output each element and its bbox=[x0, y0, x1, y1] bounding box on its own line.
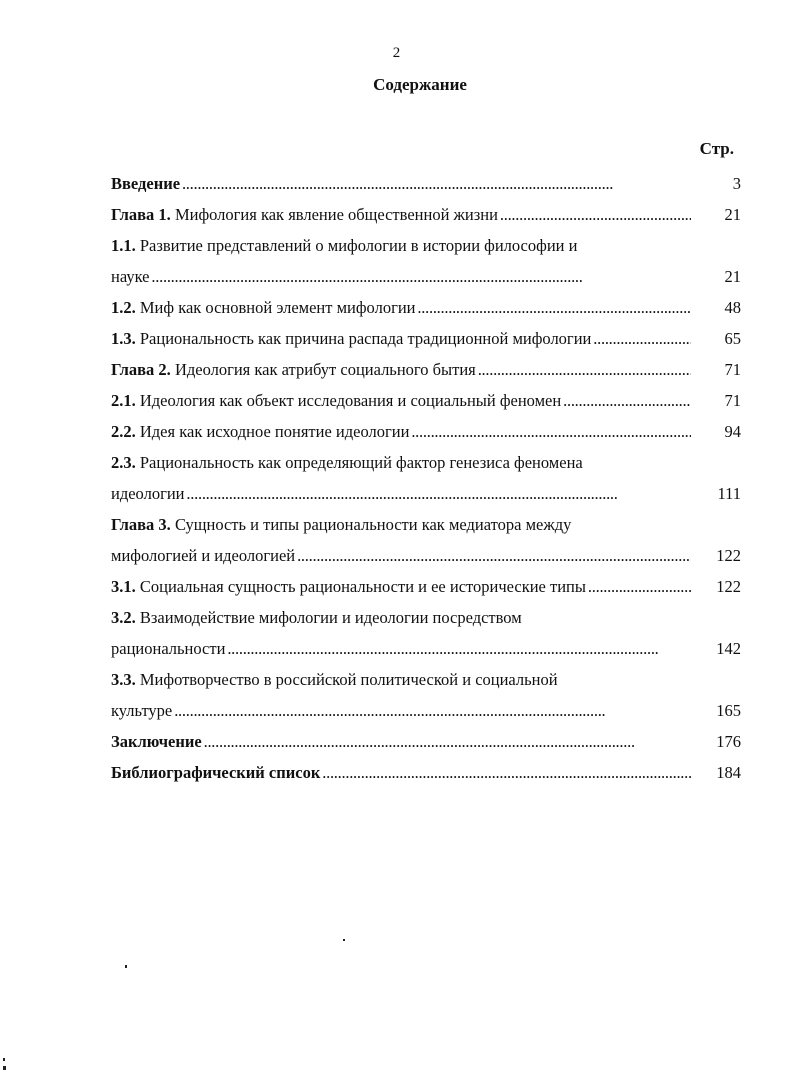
leader-dots bbox=[498, 205, 691, 224]
toc-entry-title-line2: культуре bbox=[111, 701, 173, 720]
toc-entry-title: Идеология как объект исследования и социальный феномен bbox=[139, 391, 562, 410]
toc-entry-number: 2.2. bbox=[111, 422, 136, 441]
toc-entry-title: Миф как основной элемент мифологии bbox=[139, 298, 416, 317]
leader-dots bbox=[320, 763, 691, 782]
toc-entry-number: 2.3. bbox=[111, 453, 136, 472]
leader-dots bbox=[202, 732, 633, 751]
toc-entry-title: Мифология как явление общественной жизни bbox=[174, 205, 498, 224]
toc-entry-number: Глава 3. bbox=[111, 515, 171, 534]
leader-dots bbox=[561, 391, 691, 410]
leader-dots bbox=[586, 577, 691, 596]
leader-dots bbox=[476, 360, 691, 379]
toc-entry-introduction[interactable] bbox=[111, 168, 741, 199]
toc-entry-3-3-line1[interactable] bbox=[111, 664, 741, 695]
toc-entry-title: Заключение bbox=[111, 732, 202, 751]
toc-entry-number: 3.2. bbox=[111, 608, 136, 627]
toc-entry-number: 3.1. bbox=[111, 577, 136, 596]
toc-page-number: 94 bbox=[724, 422, 741, 441]
toc-entry-title-line1: Развитие представлений о мифологии в истории философии и bbox=[139, 236, 578, 255]
scan-speck bbox=[3, 1066, 6, 1070]
toc-page-number: 21 bbox=[724, 205, 741, 224]
scan-speck bbox=[125, 965, 127, 968]
toc-entry-chapter-1[interactable] bbox=[111, 199, 741, 230]
toc-entry-1-1-line2[interactable] bbox=[111, 261, 741, 292]
toc-entry-1-1-line1[interactable] bbox=[111, 230, 741, 261]
scan-speck bbox=[3, 1058, 5, 1061]
toc-entry-title-line2: науке bbox=[111, 267, 150, 286]
toc-entry-1-3[interactable] bbox=[111, 323, 741, 354]
toc-page-number: 71 bbox=[724, 391, 741, 410]
toc-page-number: 3 bbox=[732, 174, 741, 193]
scan-speck bbox=[343, 939, 345, 941]
toc-entry-3-2-line2[interactable] bbox=[111, 633, 741, 664]
toc-entry-number: 2.1. bbox=[111, 391, 136, 410]
leader-dots bbox=[172, 701, 603, 720]
page-column-header: Стр. bbox=[699, 139, 734, 158]
toc-page-number: 111 bbox=[717, 484, 741, 503]
toc-entry-title-line2: рациональности bbox=[111, 639, 226, 658]
toc-page-number: 184 bbox=[716, 763, 741, 782]
table-of-contents bbox=[111, 168, 741, 788]
toc-page-number: 65 bbox=[724, 329, 741, 348]
toc-entry-number: 1.3. bbox=[111, 329, 136, 348]
toc-entry-number: 1.1. bbox=[111, 236, 136, 255]
toc-entry-title: Идея как исходное понятие идеологии bbox=[139, 422, 410, 441]
toc-entry-3-1[interactable] bbox=[111, 571, 741, 602]
toc-entry-3-2-line1[interactable] bbox=[111, 602, 741, 633]
toc-entry-title: Идеология как атрибут социального бытия bbox=[174, 360, 476, 379]
leader-dots bbox=[409, 422, 691, 441]
leader-dots bbox=[180, 174, 611, 193]
toc-page-number: 176 bbox=[716, 732, 741, 751]
leader-dots bbox=[416, 298, 692, 317]
toc-entry-chapter-2[interactable] bbox=[111, 354, 741, 385]
toc-page-number: 21 bbox=[724, 267, 741, 286]
toc-page-number: 122 bbox=[716, 546, 741, 565]
toc-entry-number: 1.2. bbox=[111, 298, 136, 317]
toc-entry-title-line2: мифологией и идеологией bbox=[111, 546, 296, 565]
toc-entry-title-line1: Мифотворчество в российской политической и социальной bbox=[139, 670, 558, 689]
toc-entry-chapter-3-line2[interactable] bbox=[111, 540, 741, 571]
toc-entry-2-2[interactable] bbox=[111, 416, 741, 447]
toc-entry-number: 3.3. bbox=[111, 670, 136, 689]
leader-dots bbox=[225, 639, 656, 658]
leader-dots bbox=[185, 484, 616, 503]
toc-entry-title-line1: Взаимодействие мифологии и идеологии посредством bbox=[139, 608, 522, 627]
page-number: 2 bbox=[392, 45, 401, 61]
toc-entry-bibliography[interactable] bbox=[111, 757, 741, 788]
toc-entry-conclusion[interactable] bbox=[111, 726, 741, 757]
toc-entry-title: Библиографический список bbox=[111, 763, 321, 782]
toc-entry-2-3-line2[interactable] bbox=[111, 478, 741, 509]
toc-entry-title: Введение bbox=[111, 174, 181, 193]
toc-entry-2-3-line1[interactable] bbox=[111, 447, 741, 478]
toc-entry-chapter-3-line1[interactable] bbox=[111, 509, 741, 540]
toc-entry-1-2[interactable] bbox=[111, 292, 741, 323]
toc-entry-title: Рациональность как причина распада традиционной мифологии bbox=[139, 329, 592, 348]
page-title: Содержание bbox=[373, 75, 467, 94]
toc-entry-title-line2: идеологии bbox=[111, 484, 185, 503]
toc-entry-title: Социальная сущность рациональности и ее исторические типы bbox=[139, 577, 586, 596]
toc-page-number: 122 bbox=[716, 577, 741, 596]
toc-page-number: 165 bbox=[716, 701, 741, 720]
toc-entry-3-3-line2[interactable] bbox=[111, 695, 741, 726]
leader-dots bbox=[295, 546, 691, 565]
toc-page-number: 48 bbox=[724, 298, 741, 317]
toc-entry-number: Глава 2. bbox=[111, 360, 171, 379]
toc-page-number: 71 bbox=[724, 360, 741, 379]
leader-dots bbox=[150, 267, 581, 286]
toc-entry-number: Глава 1. bbox=[111, 205, 171, 224]
toc-page-number: 142 bbox=[716, 639, 741, 658]
toc-entry-2-1[interactable] bbox=[111, 385, 741, 416]
toc-entry-title-line1: Сущность и типы рациональности как медиатора между bbox=[174, 515, 572, 534]
toc-entry-title-line1: Рациональность как определяющий фактор генезиса феномена bbox=[139, 453, 583, 472]
leader-dots bbox=[591, 329, 691, 348]
